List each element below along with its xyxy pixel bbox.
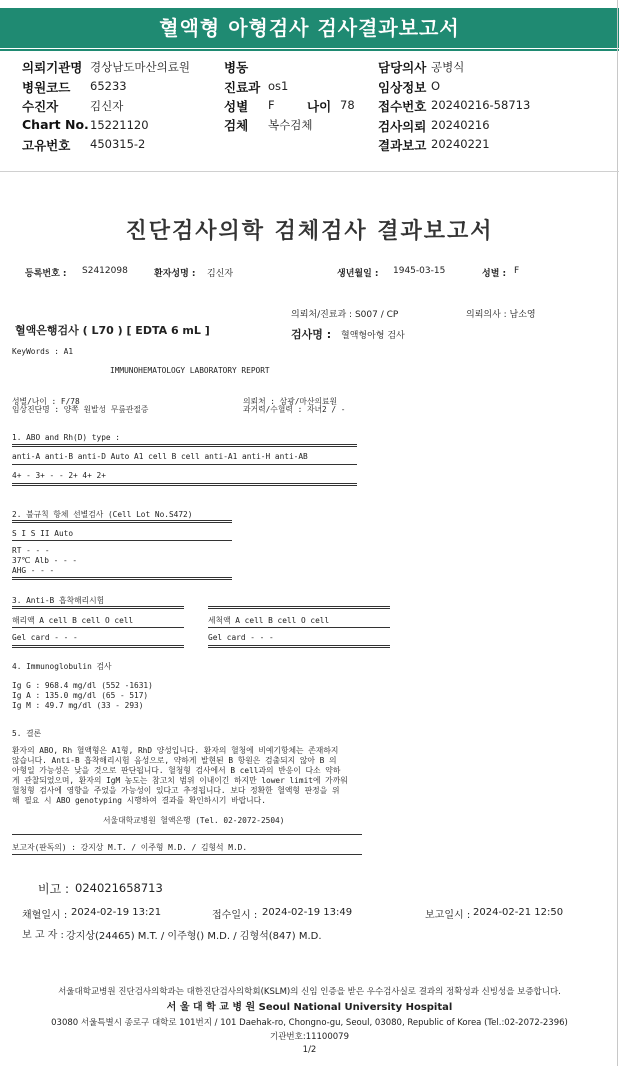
page-number: 1/2 xyxy=(302,1045,317,1055)
report-main-heading: 진단검사의학 검체검사 결과보고서 xyxy=(125,219,494,244)
patient-name-label: 환자성명 : xyxy=(154,269,196,279)
sec4-igg: Ig G : 968.4 mg/dl (552 -1631) xyxy=(12,681,153,690)
report-header-title: 혈액형 아형검사 검사결과보고서 xyxy=(0,8,619,48)
patient-info-value: 경상남도마산의료원 xyxy=(90,60,190,74)
patient-info-label: 임상정보 xyxy=(378,80,427,95)
sec1-rule-mid xyxy=(12,464,357,465)
patient-info-value: 65233 xyxy=(90,79,127,93)
sec4-title: 4. Immunoglobulin 검사 xyxy=(12,662,112,671)
dob-label: 생년월일 : xyxy=(337,269,379,279)
reporter-value: 강지상(24465) M.T. / 이주형() M.D. / 김형석(847) M.D. xyxy=(66,931,322,942)
patient-info-label: 검사의뢰 xyxy=(378,119,427,134)
sec1-title: 1. ABO and Rh(D) type : xyxy=(12,433,120,442)
patient-info-label: 담당의사 xyxy=(378,60,427,75)
conclusion-line: 아형일 가능성은 낮을 것으로 판단됩니다. 혈청형 검사에서 B cell과의 반응이 다소 약하 xyxy=(12,766,341,775)
sec2-rule-bottom xyxy=(12,577,232,580)
sec5-title: 5. 결론 xyxy=(12,729,42,738)
sec1-header: anti-A anti-B anti-D Auto A1 cell B cell anti-A1 anti-H anti-AB xyxy=(12,452,308,461)
sex-label: 성별 : xyxy=(482,269,507,279)
patient-info-value: 15221120 xyxy=(90,118,149,132)
receipt-value: 2024-02-19 13:49 xyxy=(262,907,353,918)
footer-address: 03080 서울특별시 종로구 대학로 101번지 / 101 Daehak-ro, Chongno-gu, Seoul, 03080, Republic of Korea (Tel.:02-2072-2396) xyxy=(51,1018,568,1028)
conclusion-line: 혈청형 검사에 영향을 주었을 가능성이 있다고 추정됩니다. 보다 정확한 혈액형 판정을 위 xyxy=(12,786,340,795)
institution-number: 기관번호:11100079 xyxy=(270,1032,349,1042)
patient-info-label: 수진자 xyxy=(22,99,59,114)
patient-info-label: 성별 xyxy=(224,99,249,114)
patient-info-label: 검체 xyxy=(224,118,249,133)
sec3-left-rule-top xyxy=(12,606,184,609)
patient-info-value: 김신자 xyxy=(90,99,124,113)
sec4-igm: Ig M : 49.7 mg/dl (33 - 293) xyxy=(12,701,144,710)
sec1-rule-top xyxy=(12,444,357,447)
patient-info-label: 병원코드 xyxy=(22,80,71,95)
collection-value: 2024-02-19 13:21 xyxy=(71,907,162,918)
patient-info-value: os1 xyxy=(268,79,289,93)
blood-bank-line: 서울대학교병원 혈액은행 (Tel. 02-2072-2504) xyxy=(103,816,285,825)
patient-info-value: 20240221 xyxy=(431,137,490,151)
patient-info-value: O xyxy=(431,79,441,93)
reg-no-label: 등록번호 : xyxy=(25,269,67,279)
test-name-value: 혈액형아형 검사 xyxy=(341,331,405,341)
patient-info-label: 나이 xyxy=(307,99,332,114)
patient-info-label: 진료과 xyxy=(224,80,261,95)
sec3-right-rule-mid xyxy=(208,627,390,628)
footer-hospital-name: 서 울 대 학 교 병 원 Seoul National University Hospital xyxy=(166,1002,453,1013)
keywords: KeyWords : A1 xyxy=(12,347,74,356)
sec1-rule-bottom xyxy=(12,483,357,486)
sex-age-line: 성별/나이 : F/78 xyxy=(12,397,80,406)
patient-info-label: 접수번호 xyxy=(378,99,427,114)
report-date-value: 2024-02-21 12:50 xyxy=(473,907,564,918)
receipt-label: 접수일시 : xyxy=(212,910,258,921)
certification-text: 서울대학교병원 진단검사의학과는 대한진단검사의학회(KSLM)의 신임 인증을 받은 우수검사실로 결과의 정확성과 신빙성을 보증합니다. xyxy=(58,987,561,997)
patient-info-value: F xyxy=(268,98,275,112)
sec3-left-rule-bottom xyxy=(12,645,184,648)
section-divider xyxy=(0,171,619,172)
sec2-title: 2. 불규칙 항체 선별검사 (Cell Lot No.S472) xyxy=(12,510,193,519)
sec3-right-rule-bottom xyxy=(208,645,390,648)
reporters-line: 보고자(판독의) : 강지상 M.T. / 이주형 M.D. / 김형석 M.D. xyxy=(12,843,248,852)
sec2-rule-top xyxy=(12,520,232,523)
sec3-right-header: 세척액 A cell B cell O cell xyxy=(208,616,330,625)
sec2-row-rt: RT - - - xyxy=(12,546,50,555)
sex-value: F xyxy=(514,266,520,276)
remark-value: 024021658713 xyxy=(75,881,163,895)
conclusion-line: 해 필요 시 ABO genotyping 시행하여 결과를 확인하시기 바랍니다. xyxy=(12,796,266,805)
sec3-right-row: Gel card - - - xyxy=(208,633,274,642)
patient-info-label: 고유번호 xyxy=(22,138,71,153)
patient-info-value: 공병식 xyxy=(431,60,465,74)
sec3-title: 3. Anti-B 흡착해리시험 xyxy=(12,596,105,605)
patient-info-value: 20240216-58713 xyxy=(431,98,531,112)
referrer-info: 의뢰처/진료과 : S007 / CP xyxy=(291,310,399,320)
conclusion-line: 않습니다. Anti-B 흡착해리시험 음성으로, 약하게 발현된 B 항원은 검출되지 않아 B 의 xyxy=(12,756,337,765)
sec1-values: 4+ - 3+ - - 2+ 4+ 2+ xyxy=(12,471,106,480)
patient-info-value: 450315-2 xyxy=(90,137,146,151)
sec3-right-rule-top xyxy=(208,606,390,609)
reporter-rule-top xyxy=(12,834,362,835)
reporter-rule-bottom xyxy=(12,854,362,855)
test-name-label: 검사명 : xyxy=(291,328,332,341)
history-line: 과거력/수혈력 : 자녀2 / - xyxy=(243,405,346,414)
patient-info-value: 78 xyxy=(340,98,355,112)
patient-info-label: Chart No. xyxy=(22,117,89,132)
page-edge-line xyxy=(617,0,618,1066)
reporter-label: 보 고 자 : xyxy=(22,930,64,941)
remark-label: 비고 : xyxy=(38,882,70,896)
patient-info-value: 복수검체 xyxy=(268,118,313,132)
lab-report-title: IMMUNOHEMATOLOGY LABORATORY REPORT xyxy=(110,366,270,375)
patient-name-value: 김신자 xyxy=(207,269,234,279)
sec4-iga: Ig A : 135.0 mg/dl (65 - 517) xyxy=(12,691,149,700)
clinical-diagnosis: 임상진단명 : 양쪽 원발성 무릎관절증 xyxy=(12,405,149,414)
sec2-row-37: 37℃ Alb - - - xyxy=(12,556,78,565)
patient-info-value: 20240216 xyxy=(431,118,490,132)
sec3-left-rule-mid xyxy=(12,627,184,628)
patient-info-label: 의뢰기관명 xyxy=(22,60,83,75)
conclusion-line: 환자의 ABO, Rh 혈액형은 A1형, RhD 양성입니다. 환자의 혈청에 비예기항체는 존재하지 xyxy=(12,746,339,755)
reg-no-value: S2412098 xyxy=(82,266,128,276)
sec2-header: S I S II Auto xyxy=(12,529,74,538)
sec2-row-ahg: AHG - - - xyxy=(12,566,55,575)
sec3-left-row: Gel card - - - xyxy=(12,633,78,642)
institution-line: 의뢰처 : 삼광/마산의료원 xyxy=(243,397,338,406)
dob-value: 1945-03-15 xyxy=(393,266,446,276)
patient-info-label: 병동 xyxy=(224,60,249,75)
collection-label: 채혈일시 : xyxy=(22,910,68,921)
report-date-label: 보고일시 : xyxy=(425,910,471,921)
conclusion-line: 게 관찰되었으며, 환자의 IgM 농도는 참고치 범위 이내이긴 하지만 lower limit에 가까워 xyxy=(12,776,348,785)
test-title: 혈액은행검사 ( L70 ) [ EDTA 6 mL ] xyxy=(15,324,210,337)
sec3-left-header: 해리액 A cell B cell O cell xyxy=(12,616,134,625)
referring-doctor: 의뢰의사 : 남소영 xyxy=(466,310,536,320)
sec2-rule-mid xyxy=(12,540,232,541)
header-underline xyxy=(0,49,619,51)
patient-info-label: 결과보고 xyxy=(378,138,427,153)
